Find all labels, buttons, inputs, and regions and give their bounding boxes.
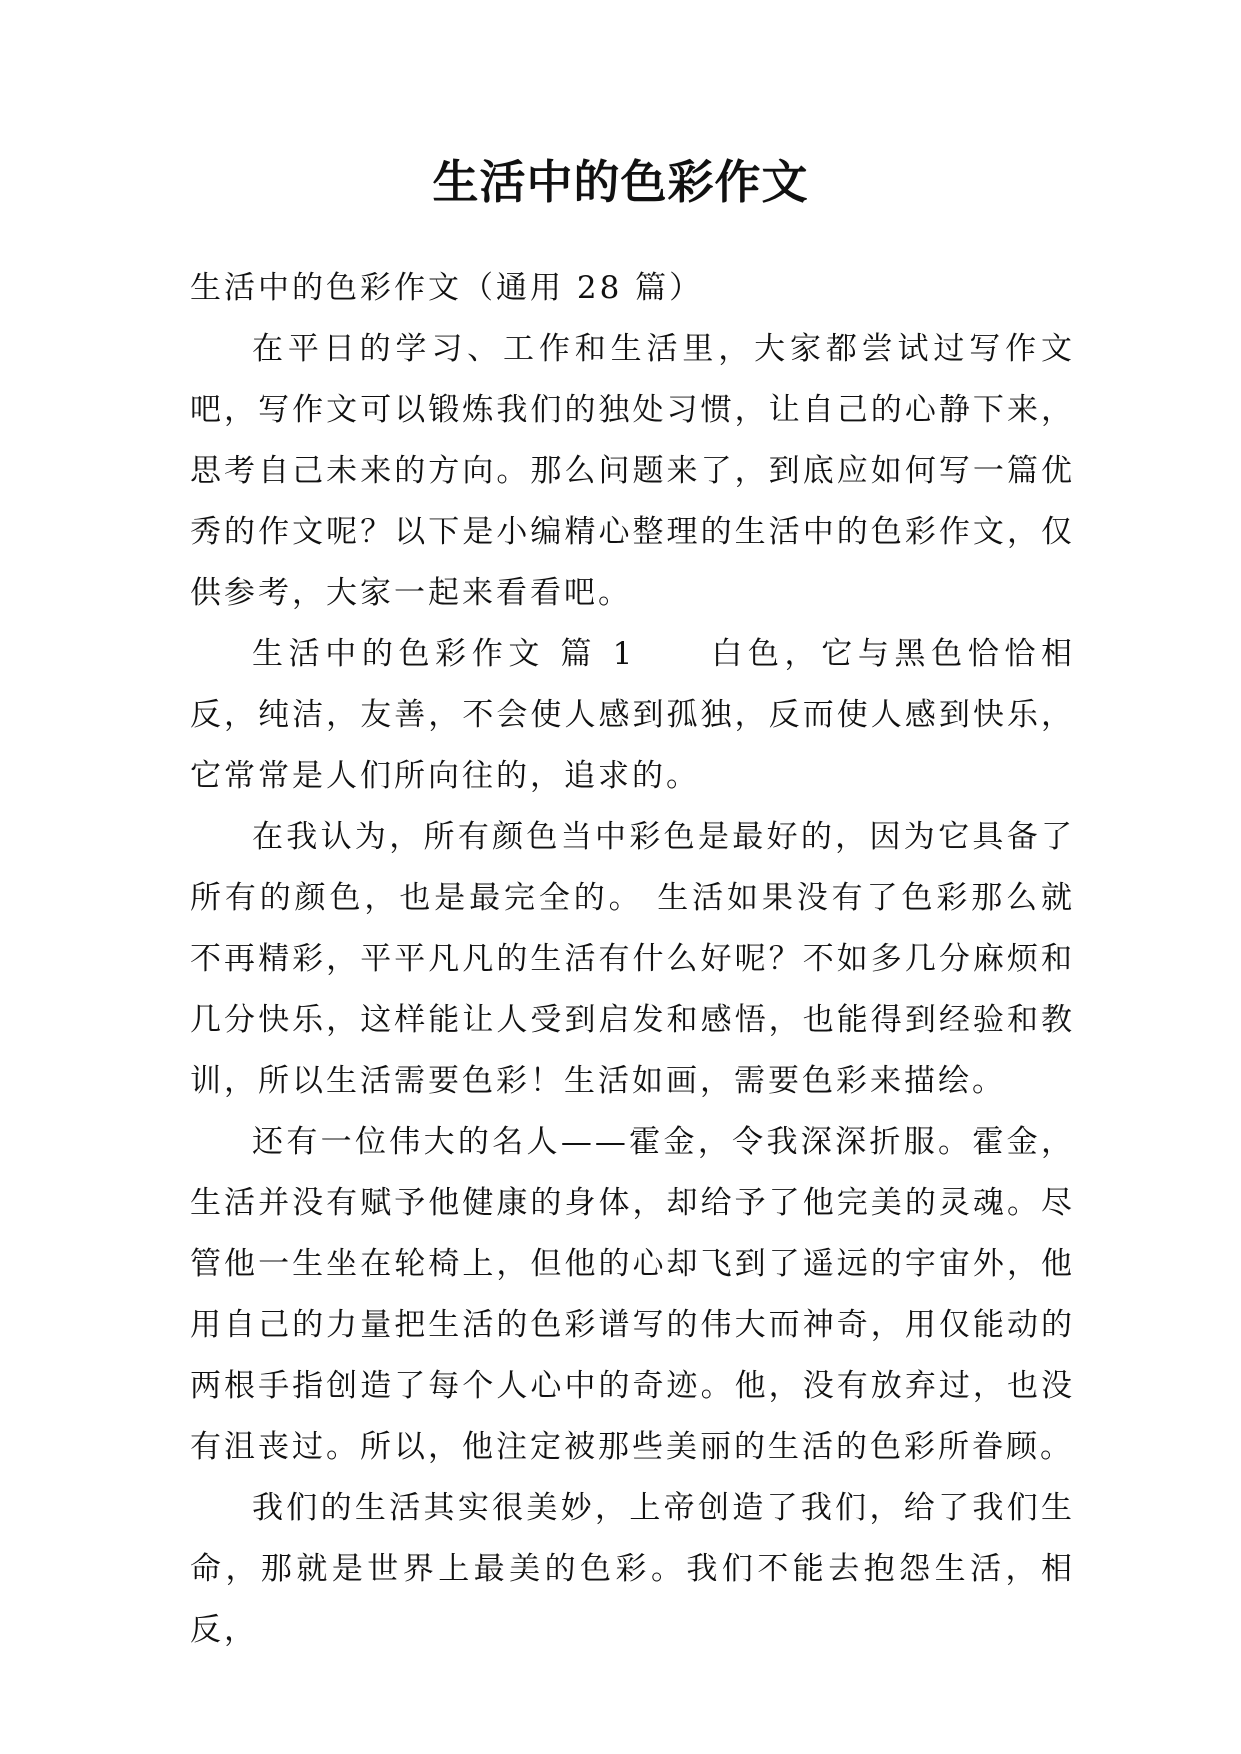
document-body <box>190 258 1075 1661</box>
document-subtitle: 生活中的色彩作文（通用 28 篇） <box>190 270 704 306</box>
paragraph-hawking: 还有一位伟大的名人——霍金，令我深深折服。霍金，生活并没有赋予他健康的身体，却给予了他完美的灵魂。尽管他一生坐在轮椅上，但他的心却飞到了遥远的宇宙外，他用自己的力量把生活的色彩谱写的伟大而神奇，用仅能动的两根手指创造了每个人心中的奇迹。他，没有放弃过，也没有沮丧过。所以，他注定被那些美丽的生活的色彩所眷顾。 <box>190 1124 1075 1465</box>
paragraph-essay-1-start: 生活中的色彩作文 篇 1 白色，它与黑色恰恰相反，纯洁，友善，不会使人感到孤独，反而使人感到快乐，它常常是人们所向往的，追求的。 <box>190 636 1075 794</box>
paragraph-colors-opinion: 在我认为，所有颜色当中彩色是最好的，因为它具备了所有的颜色，也是最完全的。 生活如果没有了色彩那么就不再精彩，平平凡凡的生活有什么好呢？不如多几分麻烦和几分快乐，这样能让人受到启发和感悟，也能得到经验和教训，所以生活需要色彩！生活如画，需要色彩来描绘。 <box>190 819 1075 1099</box>
paragraph-life-beautiful: 我们的生活其实很美妙，上帝创造了我们，给了我们生命，那就是世界上最美的色彩。我们不能去抱怨生活，相反， <box>190 1490 1075 1648</box>
paragraph-intro: 在平日的学习、工作和生活里，大家都尝试过写作文吧，写作文可以锻炼我们的独处习惯，让自己的心静下来，思考自己未来的方向。那么问题来了，到底应如何写一篇优秀的作文呢？以下是小编精心整理的生活中的色彩作文，仅供参考，大家一起来看看吧。 <box>190 331 1075 611</box>
document-title: 生活中的色彩作文 <box>432 155 809 209</box>
